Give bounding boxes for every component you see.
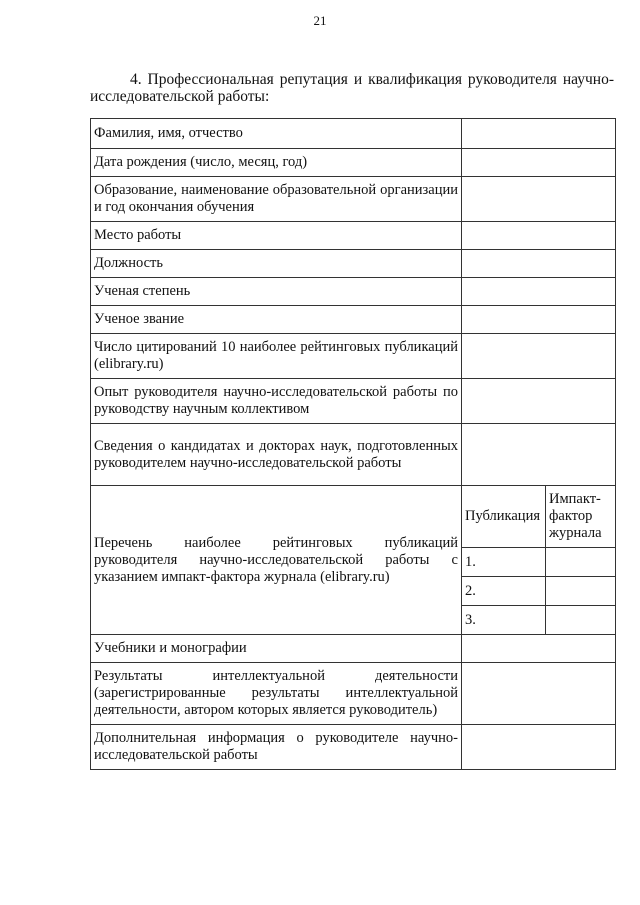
- page-number: 21: [313, 13, 327, 28]
- row-label-academic-title: Ученое звание: [91, 306, 462, 334]
- table-row: [91, 119, 616, 149]
- leadership-experience-field[interactable]: [462, 379, 616, 424]
- supervisor-info-table: [90, 118, 616, 770]
- position-field[interactable]: [462, 250, 616, 278]
- row-label-birth-date: Дата рождения (число, месяц, год): [91, 149, 462, 177]
- row-label-citations: Число цитирований 10 наиболее рейтинговых публикаций (elibrary.ru): [91, 334, 462, 379]
- academic-degree-field[interactable]: [462, 278, 616, 306]
- section-title: 4. Профессиональная репутация и квалификация руководителя научно-исследовательской работы:: [90, 71, 614, 105]
- table-row: [91, 177, 616, 222]
- education-field[interactable]: [462, 177, 616, 222]
- publication-column-header: Публикация: [462, 486, 546, 548]
- row-label-position: Должность: [91, 250, 462, 278]
- table-row: [91, 222, 616, 250]
- table-row: [91, 379, 616, 424]
- publication-number[interactable]: 3.: [462, 606, 546, 635]
- publication-number[interactable]: 1.: [462, 548, 546, 577]
- row-label-publications: Перечень наиболее рейтинговых публикаций руководителя научно-исследовательской работы с указанием импакт-фактора журнала (elibrary.ru): [91, 486, 462, 635]
- citations-field[interactable]: [462, 334, 616, 379]
- row-label-intellectual-results: Результаты интеллектуальной деятельности (зарегистрированные результаты интеллектуальной деятельности, автором которых является руководитель): [91, 663, 462, 725]
- impact-factor-field[interactable]: [546, 577, 616, 606]
- full-name-field[interactable]: [462, 119, 616, 149]
- table-row: [91, 306, 616, 334]
- academic-title-field[interactable]: [462, 306, 616, 334]
- workplace-field[interactable]: [462, 222, 616, 250]
- table-row: [91, 725, 616, 770]
- table-row: [91, 334, 616, 379]
- row-label-full-name: Фамилия, имя, отчество: [91, 119, 462, 149]
- row-label-workplace: Место работы: [91, 222, 462, 250]
- row-label-supervised-candidates: Сведения о кандидатах и докторах наук, подготовленных руководителем научно-исследовательской работы: [91, 424, 462, 486]
- row-label-additional-info: Дополнительная информация о руководителе научно-исследовательской работы: [91, 725, 462, 770]
- table-row: [91, 278, 616, 306]
- row-label-academic-degree: Ученая степень: [91, 278, 462, 306]
- row-label-textbooks: Учебники и монографии: [91, 635, 462, 663]
- row-label-education: Образование, наименование образовательной организации и год окончания обучения: [91, 177, 462, 222]
- textbooks-field[interactable]: [462, 635, 616, 663]
- row-label-leadership-experience: Опыт руководителя научно-исследовательской работы по руководству научным коллективом: [91, 379, 462, 424]
- table-row: [91, 486, 616, 548]
- publication-number[interactable]: 2.: [462, 577, 546, 606]
- intellectual-results-field[interactable]: [462, 663, 616, 725]
- table-row: [91, 250, 616, 278]
- impact-factor-field[interactable]: [546, 606, 616, 635]
- table-row: [91, 663, 616, 725]
- table-row: [91, 149, 616, 177]
- birth-date-field[interactable]: [462, 149, 616, 177]
- table-row: [91, 635, 616, 663]
- table-row: [91, 424, 616, 486]
- supervised-candidates-field[interactable]: [462, 424, 616, 486]
- impact-factor-field[interactable]: [546, 548, 616, 577]
- impact-factor-column-header: Импакт-фактор журнала: [546, 486, 616, 548]
- additional-info-field[interactable]: [462, 725, 616, 770]
